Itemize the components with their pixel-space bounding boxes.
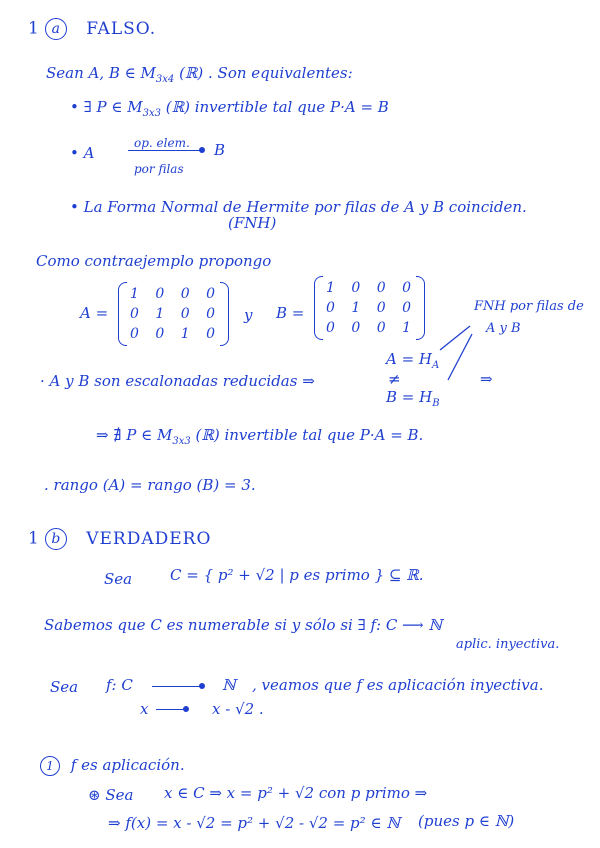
ha-subscript: A	[432, 360, 440, 371]
bullet2-right: B	[214, 141, 226, 159]
conjunction-y: y	[244, 306, 253, 324]
sean-tail: (ℝ) . Son equivalentes:	[179, 64, 353, 82]
q1a-verdict: FALSO.	[86, 18, 157, 39]
matrix-a-row: 0 0 1 0	[130, 326, 221, 342]
f-tail: , veamos que f es aplicación inyectiva.	[252, 676, 544, 694]
ha-text: A = H	[386, 350, 433, 368]
neq-symbol: ≠	[388, 370, 401, 388]
q1a-bullet3: • La Forma Normal de Hermite por filas de A y B coinciden.	[70, 198, 527, 216]
matrix-a-label: A =	[80, 304, 109, 322]
q1b-letter-circle: b	[45, 528, 67, 550]
aplic-note: aplic. inyectiva.	[456, 637, 560, 652]
q1a-letter-circle: a	[45, 18, 67, 40]
bullet2-arrow-top: op. elem.	[134, 136, 190, 150]
matrix-a-row: 1 0 0 0	[130, 286, 221, 302]
step1-c: (pues p ∈ ℕ)	[418, 812, 515, 830]
bullet1-text: ∃ P ∈ M	[83, 98, 143, 116]
no-p-text: ⇒ ∄ P ∈ M	[96, 426, 173, 444]
q1b-verdict: VERDADERO	[86, 528, 212, 549]
step1-text: f es aplicación.	[70, 756, 185, 774]
matrix-b-row: 0 1 0 0	[326, 300, 417, 316]
bullet3-text: La Forma Normal de Hermite por filas de A y B coinciden.	[83, 198, 527, 216]
q1b-number: 1	[28, 528, 39, 549]
sea2-word: Sea	[50, 678, 79, 696]
step1-a: x ∈ C ⇒ x = p² + √2 con p primo ⇒	[164, 784, 428, 802]
f-definition: f: C	[106, 676, 133, 694]
bullet3-abbr: (FNH)	[228, 214, 277, 232]
implies-arrow: ⇒	[480, 370, 493, 388]
rank-line: . rango (A) = rango (B) = 3.	[44, 476, 256, 494]
fnh-note-1: FNH por filas de	[474, 299, 584, 314]
matrix-b-label: B =	[276, 304, 305, 322]
q1a-number: 1	[28, 18, 39, 39]
counterexample-line: Como contraejemplo propongo	[36, 252, 272, 270]
hb-text: B = H	[386, 388, 433, 406]
map-to: x - √2 .	[212, 700, 264, 718]
bullet1-subscript: 3x3	[142, 108, 161, 119]
sabemos-line: Sabemos que C es numerable si y sólo si ∃ f: C ⟶ ℕ	[44, 616, 443, 634]
matrix-b-row: 0 0 0 1	[326, 320, 417, 336]
star-icon: ⊛	[88, 786, 101, 804]
q1a-bullet1: • ∃ P ∈ $M_{3x3}$ (ℝ) invertible tal que P·A = B	[70, 98, 389, 119]
sean-subscript: 3x4	[155, 74, 175, 85]
hb-subscript: B	[432, 398, 440, 409]
step1-circle: 1	[40, 756, 60, 776]
sea-word: Sea	[104, 570, 133, 588]
sean-text: Sean A, B ∈ M	[46, 64, 156, 82]
fnh-note-2: A y B	[486, 321, 521, 336]
no-p-subscript: 3x3	[172, 436, 191, 447]
map-x: x	[140, 700, 149, 718]
bullet1-tail: (ℝ) invertible tal que P·A = B	[165, 98, 389, 116]
matrix-a-row: 0 1 0 0	[130, 306, 221, 322]
matrix-b-row: 1 0 0 0	[326, 280, 417, 296]
reduced-line: · A y B son escalonadas reducidas ⇒	[40, 372, 315, 390]
step1-b: ⇒ f(x) = x - √2 = p² + √2 - √2 = p² ∈ ℕ	[108, 814, 401, 832]
bullet2-arrow-bottom: por filas	[134, 162, 184, 176]
no-p-tail: (ℝ) invertible tal que P·A = B.	[195, 426, 424, 444]
bullet2-left: A	[83, 144, 95, 162]
step1-star-text: Sea	[105, 786, 134, 804]
set-definition: C = { p² + √2 | p es primo } ⊆ ℝ.	[170, 566, 424, 584]
q1a-bullet2: • A	[70, 144, 95, 162]
f-codomain: ℕ	[222, 676, 236, 694]
